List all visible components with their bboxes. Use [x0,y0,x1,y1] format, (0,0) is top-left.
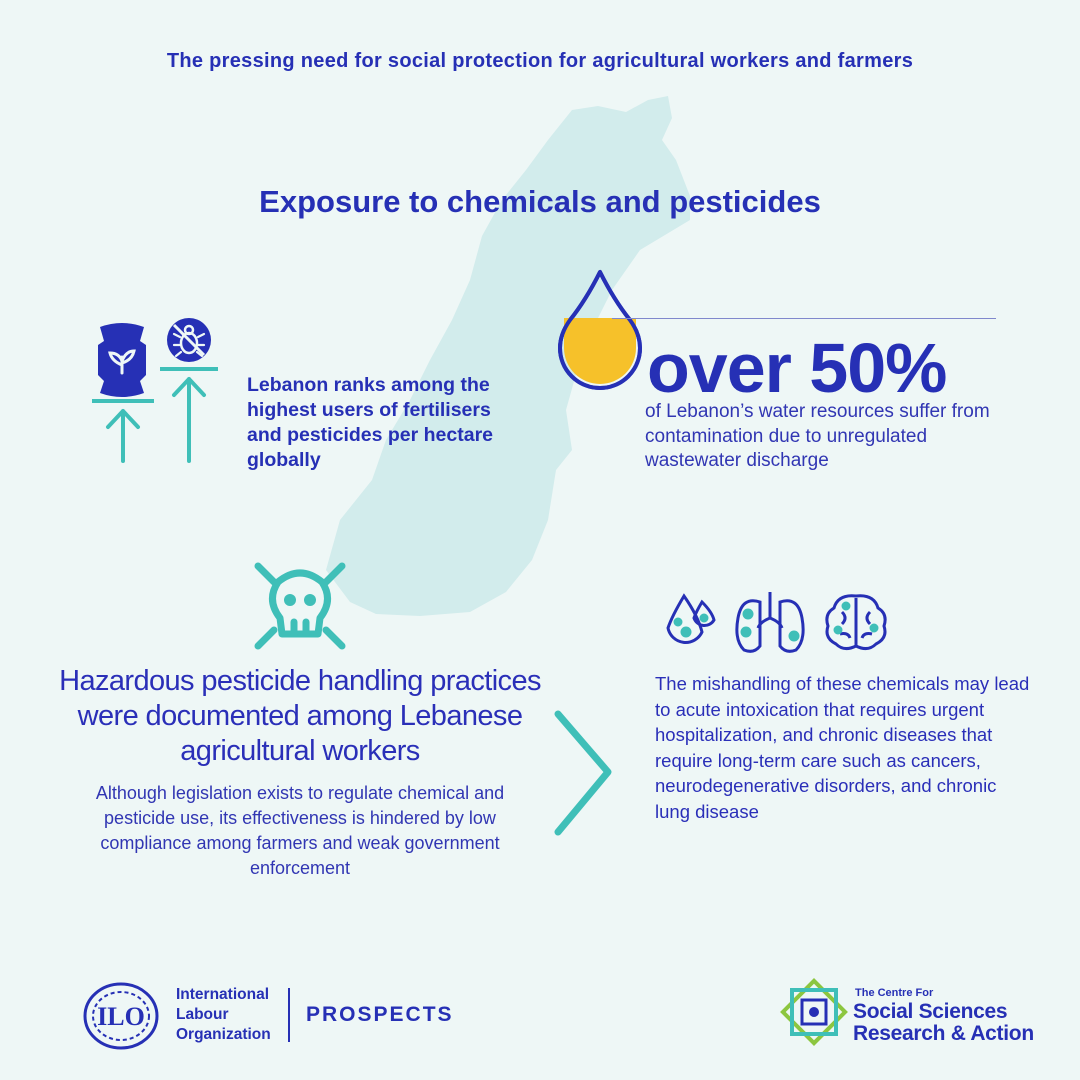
ilo-name-line2: Labour [176,1006,229,1023]
ilo-name [176,985,271,1045]
health-icons-group [662,588,892,658]
skull-crossbones-icon [252,560,348,652]
cssra-name-line1: Social Sciences [853,1000,1008,1023]
fertiliser-icon-group [88,315,218,465]
hazard-title: Hazardous pesticide handling practices were documented among Lebanese agricultural workers [59,665,541,767]
section-heading: Exposure to chemicals and pesticides [259,184,821,219]
footer-divider [288,988,290,1042]
fertiliser-bag-icon [98,323,146,397]
cssra-name [853,1001,1034,1045]
cssra-name-line2: Research & Action [853,1022,1034,1045]
hazard-subtitle: Although legislation exists to regulate chemical and pesticide use, its effectiveness is hindered by low compliance among farmers and weak government enforcement [95,783,505,878]
water-drop-icon [556,266,646,390]
contaminated-drops-icon [668,596,714,642]
health-effects-text: The mishandling of these chemicals may lead to acute intoxication that requires urgent hospitalization, and chronic diseases that require long-term care such as cancers, neurodegenerative disorders, and chronic lung disease [655,673,1030,822]
page-title: The pressing need for social protection for agricultural workers and farmers [166,50,914,72]
ilo-abbr: ILO [97,1002,145,1031]
water-stat: over 50% [647,329,947,407]
cssra-logo-mark [778,976,850,1048]
ilo-name-line3: Organization [176,1026,271,1043]
water-stat-description: of Lebanon’s water resources suffer from contamination due to unregulated wastewater discharge [645,401,990,471]
fertiliser-text: Lebanon ranks among the highest users of fertilisers and pesticides per hectare globally [247,374,494,471]
chevron-right-icon [552,708,616,840]
prospects-logo-text: PROSPECTS [306,1003,454,1026]
ilo-name-line1: International [176,986,270,1003]
no-bug-icon [167,318,211,362]
stat-divider-line [612,318,996,319]
cssra-small-text: The Centre For [855,987,934,999]
lungs-icon [737,592,803,651]
ilo-logo [80,980,162,1052]
brain-icon [827,596,885,649]
